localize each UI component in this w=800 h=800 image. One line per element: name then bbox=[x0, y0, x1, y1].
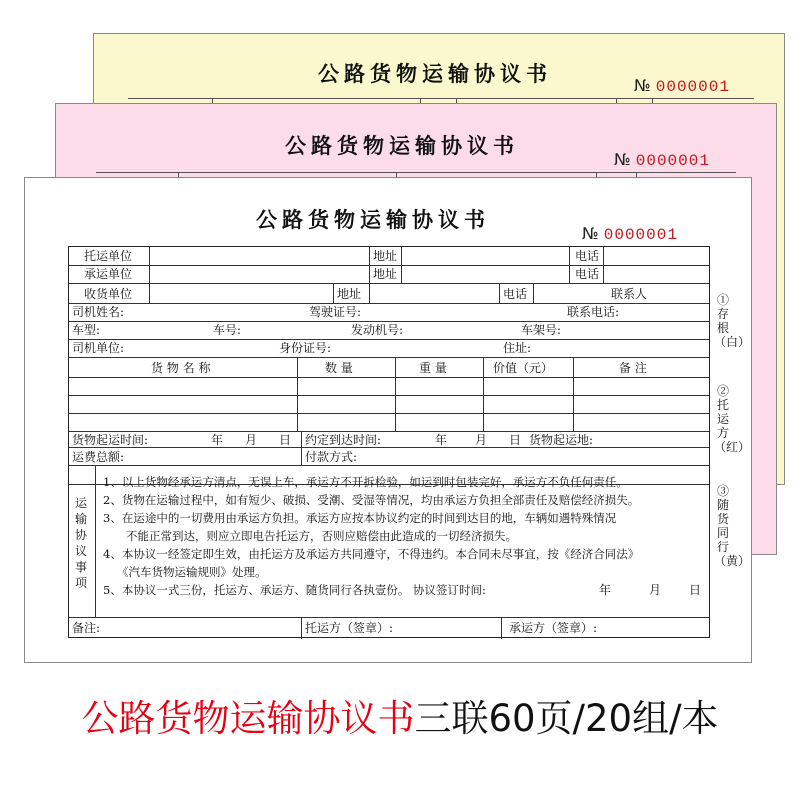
arrive-year-label: 年 bbox=[435, 433, 448, 447]
arrive-day-label: 日 bbox=[509, 433, 522, 447]
row-divider bbox=[69, 447, 709, 448]
clause-3-cont: 不能正常到达，则应立即电告托运方，否则应赔偿由此造成的一切经济损失。 bbox=[126, 529, 517, 543]
pink-grid-line bbox=[96, 172, 736, 173]
pink-form-title: 公路货物运输协议书 bbox=[285, 133, 519, 158]
contact-person-label: 联系人 bbox=[611, 287, 648, 301]
pink-serial-number: № 0000001 bbox=[614, 150, 710, 170]
yellow-form-title: 公路货物运输协议书 bbox=[318, 61, 552, 86]
carrier-phone-label: 电话 bbox=[575, 267, 600, 281]
residence-label: 住址: bbox=[503, 341, 532, 355]
shipper-address-label: 地址 bbox=[373, 249, 398, 263]
clause-5: 5、本协议一式三份，托运方、承运方、随货同行各执壹份。 协议签订时间: bbox=[103, 583, 486, 597]
license-number-label: 驾驶证号: bbox=[309, 305, 362, 319]
col-divider bbox=[369, 283, 370, 303]
col-divider bbox=[499, 283, 500, 303]
ship-year-label: 年 bbox=[211, 433, 224, 447]
col-divider bbox=[483, 357, 484, 431]
ship-time-label: 货物起运时间: bbox=[72, 433, 149, 447]
shipper-phone-label: 电话 bbox=[575, 249, 600, 263]
col-divider bbox=[149, 283, 150, 303]
driver-unit-label: 司机单位: bbox=[72, 341, 125, 355]
goods-name-header: 货 物 名 称 bbox=[151, 361, 211, 375]
col-divider bbox=[95, 465, 96, 617]
col-divider bbox=[501, 617, 502, 639]
col-divider bbox=[533, 283, 534, 303]
agreement-form-grid bbox=[68, 246, 710, 638]
clause-2: 2、货物在运输过程中，如有短少、破损、受潮、受湿等情况，均由承运方负担全部责任及赔偿经济损失。 bbox=[103, 493, 640, 507]
row-divider bbox=[69, 413, 709, 414]
footer-remarks-label: 备注: bbox=[72, 621, 101, 635]
col-divider bbox=[569, 247, 570, 283]
col-divider bbox=[333, 283, 334, 303]
row-divider bbox=[69, 377, 709, 378]
row-divider bbox=[69, 431, 709, 432]
col-divider bbox=[297, 357, 298, 431]
receiver-address-label: 地址 bbox=[337, 287, 362, 301]
receiver-phone-label: 电话 bbox=[503, 287, 528, 301]
contact-phone-label: 联系电话: bbox=[567, 305, 620, 319]
col-divider bbox=[603, 247, 604, 283]
carrier-address-label: 地址 bbox=[373, 267, 398, 281]
col-divider bbox=[301, 431, 302, 465]
terms-side-label: 运输协议事项 bbox=[75, 496, 88, 590]
id-number-label: 身份证号: bbox=[279, 341, 332, 355]
clause-4-cont: 《汽车货物运输规则》处理。 bbox=[117, 565, 267, 579]
row-divider bbox=[69, 265, 709, 266]
clause-1: 1、以上货物经承运方清点，无误上车，承运方不开拆检验，如运到时包装完好，承运方不负任何责任。 bbox=[103, 475, 628, 489]
sign-month-label: 月 bbox=[649, 583, 662, 597]
total-fee-label: 运费总额: bbox=[72, 450, 125, 464]
yellow-grid-line bbox=[128, 98, 754, 99]
remarks-header: 备 注 bbox=[619, 361, 647, 375]
copy-1-label: ①存根（白） bbox=[714, 293, 751, 349]
row-divider bbox=[69, 339, 709, 340]
row-divider bbox=[69, 617, 709, 618]
ship-day-label: 日 bbox=[279, 433, 292, 447]
clause-3: 3、在运途中的一切费用由承运方负担。承运方应按本协议约定的时间到达目的地，车辆如遇特殊情况 bbox=[103, 511, 617, 525]
payment-method-label: 付款方式: bbox=[305, 450, 358, 464]
copy-3-label: ③随货同行（黄） bbox=[714, 484, 751, 568]
shipper-sign-label: 托运方（签章）: bbox=[305, 621, 394, 635]
receiver-unit-label: 收货单位 bbox=[84, 287, 133, 301]
driver-name-label: 司机姓名: bbox=[72, 305, 125, 319]
arrive-month-label: 月 bbox=[475, 433, 488, 447]
arrive-time-label: 约定到达时间: bbox=[305, 433, 382, 447]
shipper-unit-label: 托运单位 bbox=[84, 249, 133, 263]
vehicle-type-label: 车型: bbox=[72, 323, 101, 337]
product-caption bbox=[0, 688, 800, 742]
col-divider bbox=[369, 247, 370, 283]
clause-4: 4、本协议一经签定即生效，由托运方及承运方共同遵守，不得违约。本合同未尽事宜，按《经济合同法》 bbox=[103, 547, 640, 561]
plate-number-label: 车号: bbox=[213, 323, 242, 337]
value-header: 价值（元） bbox=[493, 361, 554, 375]
yellow-serial-number: № 0000001 bbox=[634, 76, 730, 96]
serial-number: № 0000001 bbox=[582, 224, 678, 244]
ship-month-label: 月 bbox=[245, 433, 258, 447]
col-divider bbox=[395, 357, 396, 431]
quantity-header: 数 量 bbox=[325, 361, 353, 375]
row-divider bbox=[69, 465, 709, 466]
col-divider bbox=[401, 247, 402, 283]
copy-2-label: ②托运方（红） bbox=[714, 384, 751, 454]
caption-title: 公路货物运输协议书 bbox=[81, 697, 415, 740]
form-title: 公路货物运输协议书 bbox=[256, 207, 490, 232]
engine-number-label: 发动机号: bbox=[351, 323, 404, 337]
row-divider bbox=[69, 303, 709, 304]
col-divider bbox=[301, 617, 302, 639]
row-divider bbox=[69, 395, 709, 396]
sign-year-label: 年 bbox=[599, 583, 612, 597]
row-divider bbox=[69, 357, 709, 358]
carrier-sign-label: 承运方（签章）: bbox=[509, 621, 598, 635]
carrier-unit-label: 承运单位 bbox=[84, 267, 133, 281]
row-divider bbox=[69, 321, 709, 322]
sign-day-label: 日 bbox=[689, 583, 702, 597]
col-divider bbox=[149, 247, 150, 283]
caption-spec: 三联60页/20组/本 bbox=[414, 697, 719, 740]
col-divider bbox=[573, 357, 574, 431]
weight-header: 重 量 bbox=[419, 361, 447, 375]
ship-place-label: 货物起运地: bbox=[529, 433, 594, 447]
frame-number-label: 车架号: bbox=[521, 323, 562, 337]
row-divider bbox=[69, 283, 709, 284]
